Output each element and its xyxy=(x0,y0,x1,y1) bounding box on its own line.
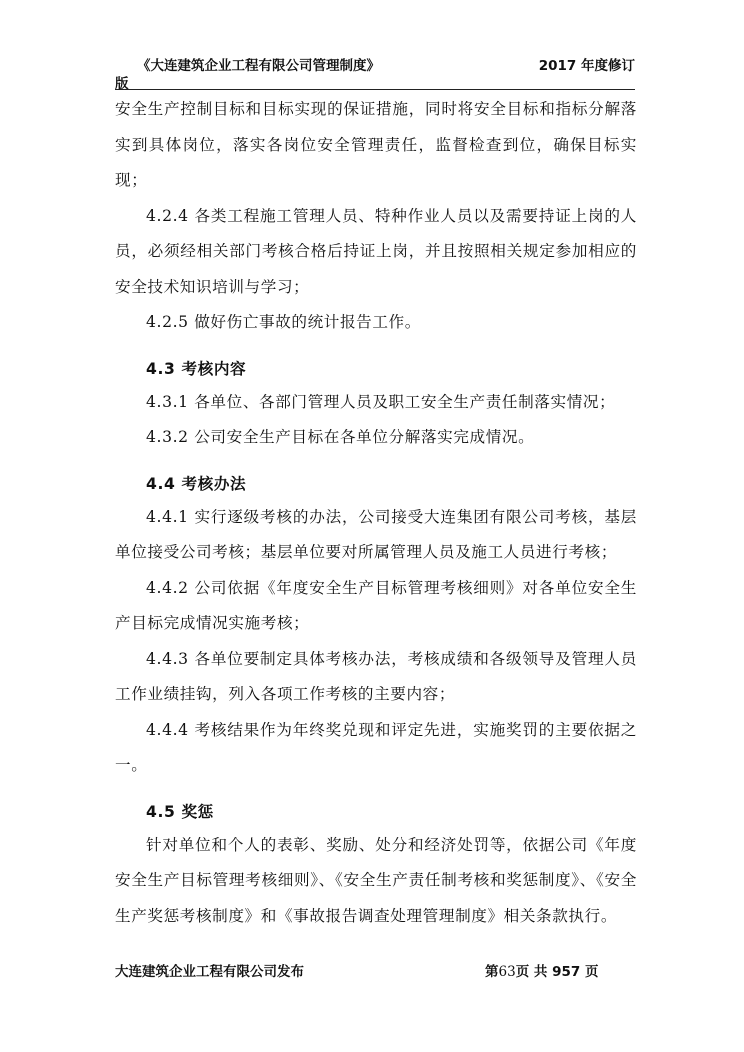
document-title: 《大连建筑企业工程有限公司管理制度》 xyxy=(137,58,380,74)
edition-label: 2017 年度修订 xyxy=(538,58,635,74)
clause-4-3-2: 4.3.2 公司安全生产目标在各单位分解落实完成情况。 xyxy=(146,428,535,446)
clause-4-2-4: 4.2.4 各类工程施工管理人员、特种作业人员以及需要持证上岗的人员，必须经相关部门考核合格后持证上岗，并且按照相关规定参加相应的安全技术知识培训与学习； xyxy=(115,206,637,296)
heading-4-4: 4.4 考核办法 xyxy=(146,474,247,493)
clause-4-3-1: 4.3.1 各单位、各部门管理人员及职工安全生产责任制落实情况； xyxy=(146,392,616,411)
header-rule xyxy=(115,89,635,90)
page-number: 63 xyxy=(498,964,516,980)
page-footer xyxy=(115,960,635,984)
page-mid: 页 共 xyxy=(515,964,548,980)
edition-wrap: 版 xyxy=(115,76,129,92)
page-indicator xyxy=(485,960,598,980)
publisher-label: 大连建筑企业工程有限公司发布 xyxy=(115,964,304,980)
clause-4-2-5: 4.2.5 做好伤亡事故的统计报告工作。 xyxy=(146,313,421,331)
clause-4-5-text: 针对单位和个人的表彰、奖励、处分和经济处罚等，依据公司《年度安全生产目标管理考核细则》、《安全生产责任制考核和奖惩制度》、《安全生产奖惩考核制度》和《事故报告调查处理管理制度》相关条款执行。 xyxy=(115,835,637,925)
page-total: 957 xyxy=(552,964,581,980)
page-suffix: 页 xyxy=(584,964,599,980)
heading-4-3: 4.3 考核内容 xyxy=(146,359,247,378)
clause-4-4-1: 4.4.1 实行逐级考核的办法，公司接受大连集团有限公司考核，基层单位接受公司考核；基层单位要对所属管理人员及施工人员进行考核； xyxy=(115,507,637,561)
clause-4-4-3: 4.4.3 各单位要制定具体考核办法，考核成绩和各级领导及管理人员工作业绩挂钩，列入各项工作考核的主要内容； xyxy=(115,649,637,703)
page-prefix: 第 xyxy=(485,964,499,980)
heading-4-5: 4.5 奖惩 xyxy=(146,802,214,821)
paragraph-continued: 安全生产控制目标和目标实现的保证措施，同时将安全目标和指标分解落实到具体岗位，落实各岗位安全管理责任，监督检查到位，确保目标实现； xyxy=(115,100,637,189)
document-body xyxy=(115,92,637,934)
clause-4-4-2: 4.4.2 公司依据《年度安全生产目标管理考核细则》对各单位安全生产目标完成情况实施考核； xyxy=(115,578,637,632)
clause-4-4-4: 4.4.4 考核结果作为年终奖兑现和评定先进，实施奖罚的主要依据之一。 xyxy=(115,720,637,774)
